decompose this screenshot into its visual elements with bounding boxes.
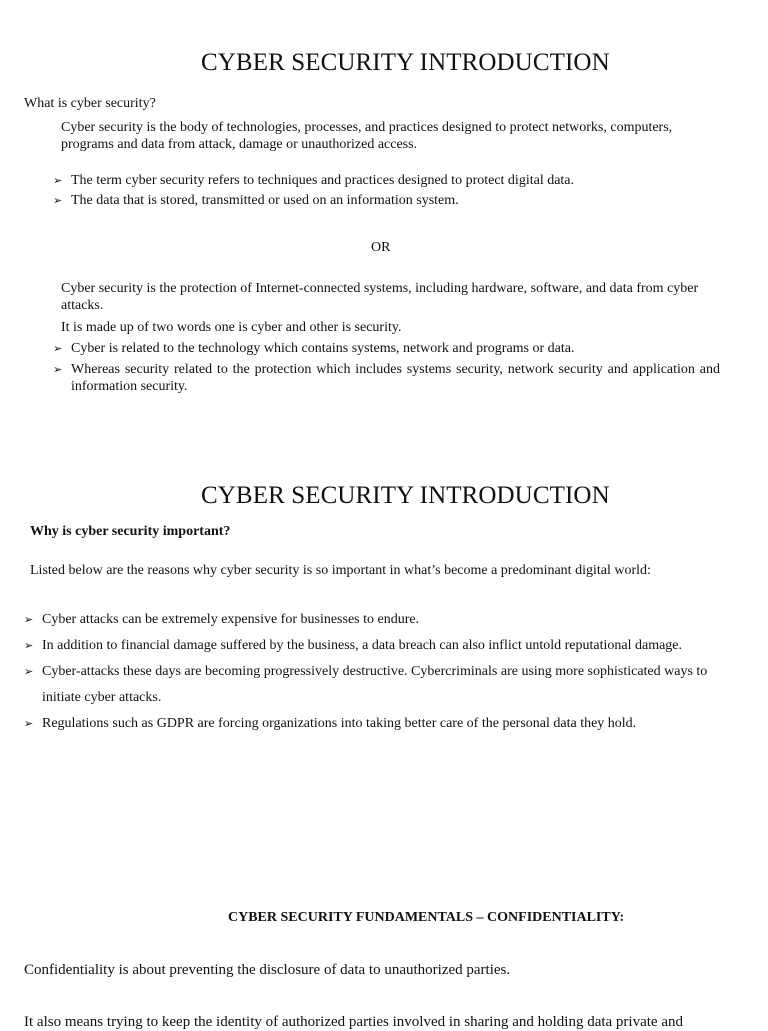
- question-what-is: What is cyber security?: [24, 96, 156, 111]
- section-title: CYBER SECURITY INTRODUCTION: [201, 482, 610, 509]
- definition-paragraph: Cyber security is the body of technologies, processes, and practices designed to protect networks, computers, programs and data from attack, damage or unauthorized access.: [61, 120, 673, 152]
- confidentiality-paragraph: Confidentiality is about preventing the disclosure of data to unauthorized parties.: [24, 962, 511, 978]
- intro-text: Listed below are the reasons why cyber security is so important in what’s become a predominant digital world:: [30, 563, 651, 578]
- or-separator: OR: [371, 240, 391, 255]
- arrow-bullet-icon: ➢: [53, 194, 63, 207]
- arrow-bullet-icon: ➢: [24, 665, 34, 678]
- reason-text: Regulations such as GDPR are forcing organizations into taking better care of the personal data they hold.: [42, 716, 637, 731]
- arrow-bullet-icon: ➢: [53, 174, 63, 187]
- arrow-bullet-icon: ➢: [24, 613, 34, 626]
- bullet-text: Cyber is related to the technology which contains systems, network and programs or data.: [71, 341, 575, 356]
- page-title: CYBER SECURITY INTRODUCTION: [201, 49, 610, 76]
- two-words-text: It is made up of two words one is cyber and other is security.: [61, 320, 402, 335]
- confidentiality-paragraph-2: It also means trying to keep the identity of authorized parties involved in sharing and holding data private and: [24, 1014, 683, 1030]
- definition-paragraph-2: Cyber security is the protection of Internet-connected systems, including hardware, software, and data from cyber attacks.: [61, 281, 699, 313]
- bullet-text: Whereas security related to the protection which includes systems security, network security and application and information security.: [71, 362, 720, 394]
- arrow-bullet-icon: ➢: [53, 342, 63, 355]
- reason-text: Cyber attacks can be extremely expensive for businesses to endure.: [42, 612, 420, 627]
- arrow-bullet-icon: ➢: [53, 363, 63, 376]
- reason-text: Cyber-attacks these days are becoming progressively destructive. Cybercriminals are using more sophisticated ways to initiate cyber attacks.: [42, 664, 708, 705]
- question-why-important: Why is cyber security important?: [30, 524, 231, 539]
- confidentiality-heading: CYBER SECURITY FUNDAMENTALS – CONFIDENTIALITY:: [228, 910, 625, 925]
- arrow-bullet-icon: ➢: [24, 717, 34, 730]
- arrow-bullet-icon: ➢: [24, 639, 34, 652]
- bullet-text: The data that is stored, transmitted or used on an information system.: [71, 193, 459, 208]
- reason-text: In addition to financial damage suffered by the business, a data breach can also inflict untold reputational damage.: [42, 638, 683, 653]
- bullet-text: The term cyber security refers to techniques and practices designed to protect digital data.: [71, 173, 575, 188]
